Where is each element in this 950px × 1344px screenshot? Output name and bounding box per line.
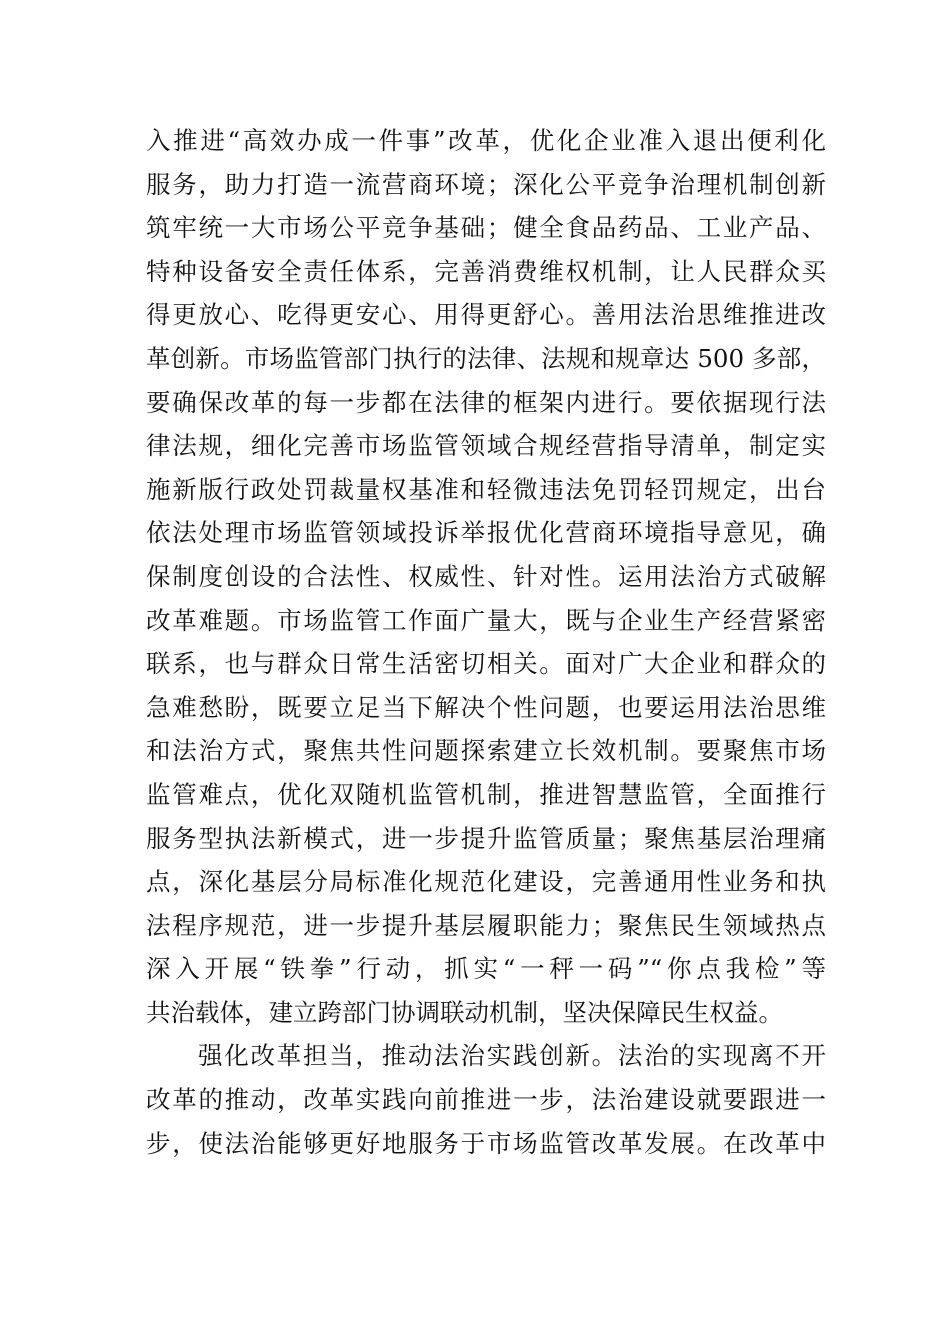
- text-line: 入推进“高效办成一件事”改革，优化企业准入退出便利化: [146, 126, 826, 155]
- text-line: 深入开展“铁拳”行动，抓实“一秤一码”“你点我检”等: [146, 954, 826, 984]
- text-line: 服务，助力打造一流营商环境；深化公平竞争治理机制创新: [146, 169, 826, 199]
- text-line: 步，使法治能够更好地服务于市场监管改革发展。在改革中: [146, 1128, 826, 1158]
- text-line: 依法处理市场监管领域投诉举报优化营商环境指导意见，确: [146, 518, 826, 548]
- text-line: 服务型执法新模式，进一步提升监管质量；聚焦基层治理痛: [146, 823, 826, 853]
- text-line: 和法治方式，聚焦共性问题探索建立长效机制。要聚焦市场: [146, 736, 826, 766]
- text-line: 联系，也与群众日常生活密切相关。面对广大企业和群众的: [146, 649, 826, 679]
- text-line: 律法规，细化完善市场监管领域合规经营指导清单，制定实: [146, 431, 826, 461]
- body-text: [146, 119, 826, 1165]
- text-line: 要确保改革的每一步都在法律的框架内进行。要依据现行法: [146, 387, 826, 417]
- paragraph-first-line: 强化改革担当，推动法治实践创新。法治的实现离不开: [198, 1041, 826, 1071]
- text-line: 法程序规范，进一步提升基层履职能力；聚焦民生领域热点: [146, 910, 826, 940]
- text-line: 急难愁盼，既要立足当下解决个性问题，也要运用法治思维: [146, 692, 826, 722]
- text-line: 革创新。市场监管部门执行的法律、法规和规章达 500 多部，: [146, 343, 826, 373]
- text-line: 施新版行政处罚裁量权基准和轻微违法免罚轻罚规定，出台: [146, 474, 826, 504]
- text-line: 改革难题。市场监管工作面广量大，既与企业生产经营紧密: [146, 605, 826, 635]
- text-line: 改革的推动，改革实践向前推进一步，法治建设就要跟进一: [146, 1085, 826, 1115]
- text-line: 特种设备安全责任体系，完善消费维权机制，让人民群众买: [146, 256, 826, 286]
- text-line: 点，深化基层分局标准化规范化建设，完善通用性业务和执: [146, 867, 826, 897]
- text-line: 保制度创设的合法性、权威性、针对性。运用法治方式破解: [146, 561, 826, 591]
- text-line: 共治载体，建立跨部门协调联动机制，坚决保障民生权益。: [146, 997, 783, 1027]
- text-line: 筑牢统一大市场公平竞争基础；健全食品药品、工业产品、: [146, 213, 826, 243]
- text-line: 得更放心、吃得更安心、用得更舒心。善用法治思维推进改: [146, 300, 826, 330]
- text-line: 监管难点，优化双随机监管机制，推进智慧监管，全面推行: [146, 779, 826, 809]
